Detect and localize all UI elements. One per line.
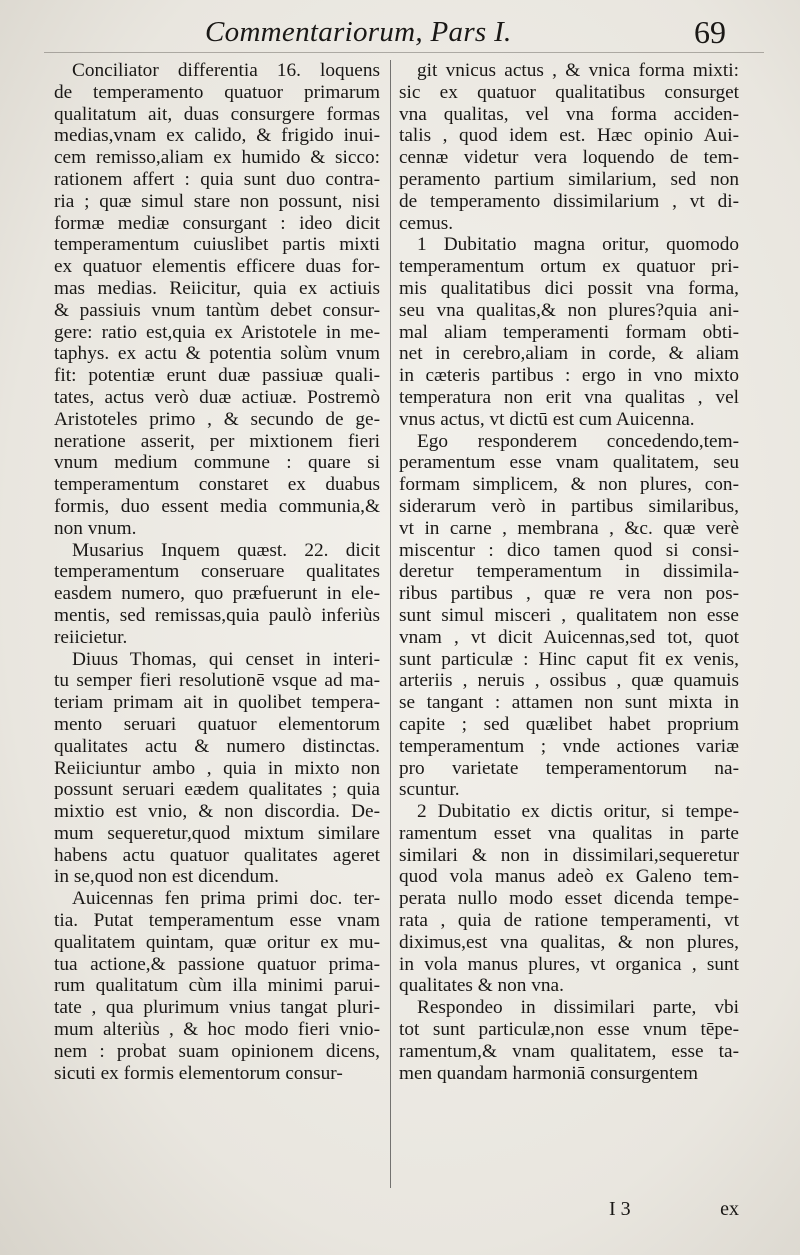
text-line: mas medias. Reiicitur, quia ex actiuis <box>54 277 380 299</box>
text-line: vna qualitas, vel vna forma acciden- <box>399 103 739 125</box>
running-title: Commentariorum, Pars I. <box>205 16 512 48</box>
text-line: men quandam harmoniā consurgentem <box>399 1062 698 1084</box>
text-line: cennæ videtur vera loquendo de tem- <box>399 147 739 169</box>
text-line: medias,vnam ex calido, & frigido inui- <box>54 125 380 147</box>
catchword: ex <box>720 1198 739 1220</box>
text-line: mento seruari quatuor elementorum <box>54 713 380 735</box>
text-line: in cæteris partibus : ergo in vno mixto <box>399 365 739 387</box>
text-line: ramentum esset vna qualitas in parte <box>399 822 739 844</box>
header-rule <box>44 52 764 53</box>
text-line: Aristoteles primo , & secundo de ge- <box>54 408 380 430</box>
text-line: qualitatum ait, duas consurgere formas <box>54 103 380 125</box>
text-line: neratione asserit, per mixtionem fieri <box>54 430 380 452</box>
text-line: non vnum. <box>54 517 137 539</box>
text-line: Respondeo in dissimilari parte, vbi <box>417 997 739 1019</box>
text-line: net in cerebro,aliam in corde, & aliam <box>399 343 739 365</box>
text-line: in vola manus plures, vt organica , sunt <box>399 953 739 975</box>
text-line: formam simplicem, & non plures, con- <box>399 474 739 496</box>
left-column <box>54 60 380 1084</box>
text-line: tates, actus verò duæ actiuæ. Postremò <box>54 386 380 408</box>
text-line: Ego responderem concedendo,tem- <box>417 430 739 452</box>
paragraph <box>54 60 380 540</box>
text-line: sic ex quatuor qualitatibus consurget <box>399 81 739 103</box>
text-line: vt in carne , membrana , &c. quæ verè <box>399 517 739 539</box>
text-line: temperamentum ortum ex quatuor pri- <box>399 256 739 278</box>
paragraph <box>54 649 380 889</box>
text-line: arteriis , neruis , ossibus , quæ quamuis <box>399 670 739 692</box>
text-line: 1 Dubitatio magna oritur, quomodo <box>417 234 739 256</box>
text-line: seu vna qualitas,& non plures?quia ani- <box>399 299 739 321</box>
text-line: talis , quod idem est. Hæc opinio Aui- <box>399 125 739 147</box>
text-line: 2 Dubitatio ex dictis oritur, si tempe- <box>417 801 739 823</box>
text-line: tate , qua plurimum vnius tangat pluri- <box>54 997 380 1019</box>
text-line: & passiuis vnum tantùm debet consur- <box>54 299 380 321</box>
text-line: temperamentum ; vnde actiones variæ <box>399 735 739 757</box>
text-line: deretur temperamentum in dissimila- <box>399 561 739 583</box>
text-line: habens actu quatuor qualitates ageret <box>54 844 380 866</box>
text-line: siderarum verò in partibus similaribus, <box>399 495 739 517</box>
text-line: perata nullo modo esset dicenda tempe- <box>399 888 739 910</box>
paragraph <box>399 801 739 997</box>
text-line: easdem numero, quo præfuerunt in ele- <box>54 583 380 605</box>
text-line: tot sunt particulæ,non esse vnum tēpe- <box>399 1019 739 1041</box>
text-line: temperamentum constaret ex duabus <box>54 474 380 496</box>
text-line: cemus. <box>399 212 454 234</box>
text-line: tu semper fieri resolutionē vsque ad ma- <box>54 670 380 692</box>
text-line: temperatura non erit vna qualitas , vel <box>399 386 739 408</box>
signature-mark: I 3 <box>609 1198 631 1220</box>
text-line: rationem affert : quia sunt duo contra- <box>54 168 380 190</box>
text-line: qualitatem quintam, quæ oritur ex mu- <box>54 931 380 953</box>
text-line: ex quatuor elementis efficere duas for- <box>54 256 380 278</box>
footer <box>399 1192 739 1222</box>
text-line: rata , quia de ratione temperamenti, vt <box>399 910 739 932</box>
text-line: scuntur. <box>399 779 460 801</box>
text-line: formæ mediæ consurgant : ideo dicit <box>54 212 380 234</box>
right-column <box>399 60 739 1084</box>
text-line: mum sequeretur,quod mixtum similare <box>54 822 380 844</box>
text-line: possunt seruari eædem qualitates ; quia <box>54 779 380 801</box>
text-line: sunt simul misceri , qualitatem non esse <box>399 604 739 626</box>
text-line: miscentur : dico tamen quod si consi- <box>399 539 739 561</box>
column-divider <box>390 60 391 1188</box>
text-line: Auicennas fen prima primi doc. ter- <box>72 888 380 910</box>
text-line: quod vola manus adeò ex Galeno tem- <box>399 866 739 888</box>
text-line: vnus actus, vt dictū est cum Auicenna. <box>399 408 695 430</box>
paragraph <box>54 540 380 649</box>
text-line: mixtio est vnio, & non discordia. De- <box>54 801 380 823</box>
text-line: de temperamento quatuor primarum <box>54 81 380 103</box>
text-line: temperamentum conseruare qualitates <box>54 561 380 583</box>
text-line: diximus,est vna qualitas, & non plures, <box>399 931 739 953</box>
text-line: teriam primam ait in quolibet tempera- <box>54 692 380 714</box>
text-line: sicuti ex formis elementorum consur- <box>54 1062 343 1084</box>
text-line: mum alteriùs , & hoc modo fieri vnio- <box>54 1019 380 1041</box>
text-line: Diuus Thomas, qui censet in interi- <box>72 648 380 670</box>
text-line: de temperamento dissimilarium , vt di- <box>399 190 739 212</box>
text-line: git vnicus actus , & vnica forma mixti: <box>417 60 739 81</box>
text-line: mal aliam temperamenti formam obti- <box>399 321 739 343</box>
text-line: peramentum esse vnam qualitatem, seu <box>399 452 739 474</box>
text-line: ramentum,& vnam qualitatem, esse ta- <box>399 1040 739 1062</box>
text-line: ribus partibus , quæ re vera non pos- <box>399 583 739 605</box>
text-line: taphys. ex actu & potentia solùm vnum <box>54 343 380 365</box>
text-line: temperamentum cuiuslibet partis mixti <box>54 234 380 256</box>
paragraph <box>399 431 739 802</box>
paragraph <box>399 60 739 234</box>
text-line: tua actione,& passione quatuor prima- <box>54 953 380 975</box>
text-line: rum qualitatum cùm illa minimi parui- <box>54 975 380 997</box>
text-line: Reiiciuntur ambo , quia in mixto non <box>54 757 380 779</box>
text-line: formis, duo essent media communia,& <box>54 495 380 517</box>
text-line: cem remisso,aliam ex humido & sicco: <box>54 147 380 169</box>
text-line: nem : probat suam opinionem dicens, <box>54 1040 380 1062</box>
text-line: Musarius Inquem quæst. 22. dicit <box>72 539 380 561</box>
text-line: vnam , vt dicit Auicennas,sed tot, quot <box>399 626 739 648</box>
text-line: mentis, sed remissas,quia paulò inferiùs <box>54 604 380 626</box>
text-line: ria ; quæ simul stare non possunt, nisi <box>54 190 380 212</box>
text-line: reiicietur. <box>54 626 128 648</box>
text-line: se tangant : attamen non sunt mixta in <box>399 692 739 714</box>
text-line: similari & non in dissimilari,sequeretur <box>399 844 739 866</box>
page-number: 69 <box>694 14 726 50</box>
text-line: fit: potentiæ erunt duæ passiuæ quali- <box>54 365 380 387</box>
text-line: capite ; sed quælibet habet proprium <box>399 713 739 735</box>
text-line: sunt particulæ : Hinc caput fit ex venis, <box>399 648 739 670</box>
text-line: vnum medium commune : quare si <box>54 452 380 474</box>
text-line: gere: ratio est,quia ex Aristotele in me- <box>54 321 380 343</box>
text-line: in se,quod non est dicendum. <box>54 866 279 888</box>
text-line: Conciliator differentia 16. loquens <box>72 60 380 81</box>
paragraph <box>54 888 380 1084</box>
paragraph <box>399 234 739 430</box>
text-line: qualitates & non vna. <box>399 975 564 997</box>
page-header <box>0 10 800 56</box>
text-line: mis qualitatibus dici possit vna forma, <box>399 277 739 299</box>
text-line: tia. Putat temperamentum esse vnam <box>54 910 380 932</box>
text-line: qualitates actu & numero distinctas. <box>54 735 380 757</box>
text-line: pro varietate temperamentorum na- <box>399 757 739 779</box>
paragraph <box>399 997 739 1084</box>
text-line: peramento partium similarium, sed non <box>399 168 739 190</box>
